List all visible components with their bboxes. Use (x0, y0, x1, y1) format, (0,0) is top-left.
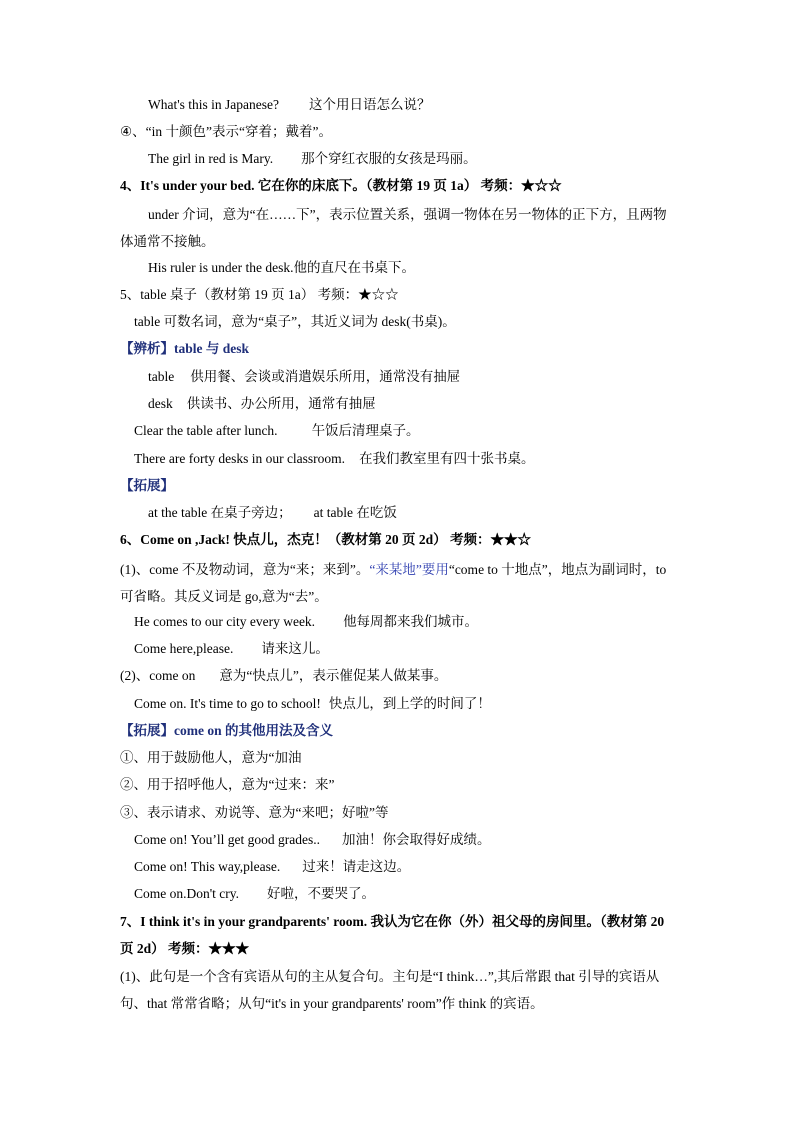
section-heading-6: 6、Come on ,Jack! 快点儿，杰克！（教材第 20 页 2d） 考频：★★☆ (120, 532, 531, 547)
example-line: Clear the table after lunch. 午饭后清理桌子。 (134, 423, 420, 438)
example-line: Come on! This way,please. 过来！请走这边。 (134, 859, 411, 874)
note-line: ④、“in 十颜色”表示“穿着；戴着”。 (120, 124, 332, 139)
extension-line: at the table 在桌子旁边； at table 在吃饭 (148, 505, 397, 520)
explanation-line: table 可数名词，意为“桌子”，其近义词为 desk(书桌)。 (134, 314, 456, 329)
usage-item: ①、用于鼓励他人，意为“加油 (120, 750, 302, 765)
explanation-paragraph: (1)、come 不及物动词，意为“来；来到”。“来某地”要用“come to 十地点”，地点为副词时，to 可省略。其反义词是 go,意为“去”。 (120, 562, 667, 604)
section-heading-5: 5、table 桌子（教材第 19 页 1a） 考频：★☆☆ (120, 287, 399, 302)
usage-item: ②、用于招呼他人，意为“过来：来” (120, 777, 335, 792)
explanation-paragraph: (1)、此句是一个含有宾语从句的主从复合句。主句是“I think…”,其后常跟 that 引导的宾语从句、that 常常省略；从句“it's in your grandparents' room”作 think 的宾语。 (120, 969, 660, 1011)
explanation-paragraph: under 介词，意为“在……下”，表示位置关系，强调一物体在另一物体的正下方，且两物体通常不接触。 (120, 207, 667, 249)
example-line: He comes to our city every week. 他每周都来我们城市。 (134, 614, 479, 629)
comparison-row-desk: desk 供读书、办公所用，通常有抽屉 (148, 396, 376, 411)
extension-heading: 【拓展】 (120, 478, 174, 493)
section-heading-4: 4、It's under your bed. 它在你的床底下。（教材第 19 页 1a） 考频：★☆☆ (120, 178, 562, 193)
example-line: Come here,please. 请来这儿。 (134, 641, 329, 656)
comparison-row-table: table 供用餐、会谈或消遣娱乐所用，通常没有抽屉 (148, 369, 461, 384)
usage-item: ③、表示请求、劝说等、意为“来吧；好啦”等 (120, 805, 389, 820)
analysis-heading: 【辨析】table 与 desk (120, 341, 250, 356)
example-line: What's this in Japanese? 这个用日语怎么说？ (148, 97, 431, 112)
example-line: Come on. It's time to go to school! 快点儿，到上学的时间了！ (134, 696, 491, 711)
example-line: Come on! You’ll get good grades.. 加油！你会取得好成绩。 (134, 832, 491, 847)
example-line: There are forty desks in our classroom. 在我们教室里有四十张书桌。 (134, 451, 535, 466)
example-line: The girl in red is Mary. 那个穿红衣服的女孩是玛丽。 (148, 151, 477, 166)
example-line: His ruler is under the desk.他的直尺在书桌下。 (148, 260, 415, 275)
example-line: Come on.Don't cry. 好啦，不要哭了。 (134, 886, 376, 901)
explanation-line: (2)、come on 意为“快点儿”，表示催促某人做某事。 (120, 668, 448, 683)
section-heading-7: 7、I think it's in your grandparents' room. 我认为它在你（外）祖父母的房间里。（教材第 20 页 2d） 考频：★★★ (120, 914, 665, 956)
extension-heading: 【拓展】come on 的其他用法及含义 (120, 723, 333, 738)
